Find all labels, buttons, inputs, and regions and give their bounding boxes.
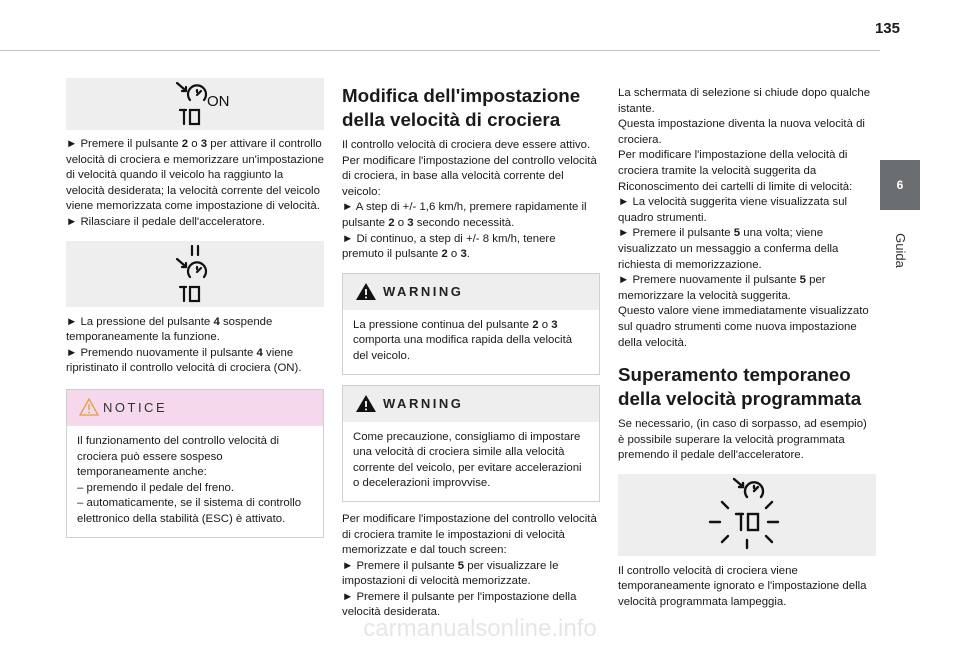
- step-show-memorized: ► Premere il pulsante 5 per visualizzare le impostazioni di velocità memorizzate.: [342, 559, 559, 588]
- notice-line: Il funzionamento del controllo velocità di crociera può essere sospeso temporaneamente anche:: [77, 434, 279, 479]
- warning-header: [343, 274, 599, 310]
- speedometer-icon: [66, 78, 324, 130]
- chapter-label: Guida: [892, 232, 908, 268]
- notice-title: NOTICE: [103, 399, 168, 415]
- text-value-displayed: Questo valore viene immediatamente visualizzato sul quadro strumenti come nuova impostazione della velocità.: [618, 305, 869, 349]
- step-suggested-displayed: ► La velocità suggerita viene visualizzata sul quadro strumenti.: [618, 196, 848, 224]
- section-heading-override: Superamento temporaneo della velocità programmata: [618, 364, 862, 410]
- outro-text: Per modificare l'impostazione del controllo velocità di crociera tramite le impostazioni di velocità memorizzate e dal touch screen:: [342, 512, 597, 557]
- column-3: [618, 86, 876, 611]
- instruction-resume: ► Premendo nuovamente il pulsante 4 viene ripristinato il controllo velocità di crociera (ON).: [66, 346, 302, 375]
- step-long-press: ► Di continuo, a step di +/- 8 km/h, tenere premuto il pulsante 2 o 3.: [342, 232, 556, 261]
- cruise-override-illustration: [618, 474, 876, 556]
- step-press-again: ► Premere nuovamente il pulsante 5 per memorizzare la velocità suggerita.: [618, 274, 826, 302]
- warning-triangle-icon: [355, 282, 377, 301]
- header-rule: [0, 50, 880, 51]
- cruise-on-illustration: [66, 78, 324, 130]
- svg-text:ON: ON: [207, 93, 230, 110]
- pause-speedometer-icon: [66, 241, 324, 307]
- step-select-speed: ► Premere il pulsante per l'impostazione della velocità desiderata.: [342, 590, 577, 619]
- intro-text: Il controllo velocità di crociera deve essere attivo.: [342, 139, 591, 151]
- notice-line: – automaticamente, se il sistema di controllo elettronico della stabilità (ESC) è attivato.: [77, 497, 302, 525]
- cruise-paused-illustration: [66, 241, 324, 307]
- caution-triangle-icon: [79, 398, 99, 416]
- chapter-tab[interactable]: 6: [880, 160, 920, 210]
- warning-triangle-icon: [355, 394, 377, 413]
- flashing-speedometer-icon: [618, 474, 876, 556]
- step-press-once: ► Premere il pulsante 5 una volta; viene visualizzato un messaggio a conferma della richiesta di memorizzazione.: [618, 227, 839, 271]
- text-override: Se necessario, (in caso di sorpasso, ad esempio) è possibile superare la velocità programmata premendo il pedale dell'acceleratore.: [618, 418, 867, 462]
- column-2: [342, 84, 600, 621]
- warning-box-2: [342, 385, 600, 502]
- text-suggested-speed-intro: Per modificare l'impostazione della velocità di crociera tramite la velocità suggerita da Riconoscimento dei cartelli di limite di velocità:: [618, 149, 853, 193]
- warning-text: La pressione continua del pulsante 2 o 3 comporta una modifica rapida della velocità del veicolo.: [353, 318, 573, 362]
- page-number: 135: [874, 20, 900, 37]
- notice-box: [66, 389, 324, 538]
- warning-box-1: [342, 273, 600, 375]
- notice-line: – premendo il pedale del freno.: [77, 481, 235, 494]
- watermark: carmanualsonline.info: [363, 615, 597, 642]
- text-new-cruise-speed: Questa impostazione diventa la nuova velocità di crociera.: [618, 118, 865, 146]
- column-1: [66, 78, 324, 538]
- text-selection-closes: La schermata di selezione si chiude dopo qualche istante.: [618, 87, 871, 115]
- text-speed-flashes: Il controllo velocità di crociera viene temporaneamente ignorato e l'impostazione della velocità programmata lampeggia.: [618, 564, 867, 609]
- warning-title: WARNING: [383, 395, 464, 411]
- section-heading: Modifica dell'impostazione della velocità di crociera: [342, 85, 581, 130]
- warning-title: WARNING: [383, 283, 464, 299]
- step-short-press: ► A step di +/- 1,6 km/h, premere rapidamente il pulsante 2 o 3 secondo necessità.: [342, 201, 587, 229]
- warning-text: Come precauzione, consigliamo di impostare una velocità di crociera simile alla velocità corrente del veicolo, per evitare accelerazioni o decelerazioni improvvise.: [353, 430, 582, 490]
- intro-text-2: Per modificare l'impostazione del controllo velocità di crociera, in base alla velocità corrente del veicolo:: [342, 154, 597, 198]
- warning-header: [343, 386, 599, 422]
- instruction-suspend: ► La pressione del pulsante 4 sospende temporaneamente la funzione.: [66, 315, 273, 344]
- instruction-press-button: ► Premere il pulsante 2 o 3 per attivare il controllo velocità di crociera e memorizzare un'impostazione di velocità quando il veicolo ha raggiunto la velocità desiderata; la velocità corrente del veicolo viene memorizzata come impostazione di velocità.: [66, 138, 324, 213]
- instruction-release-pedal: ► Rilasciare il pedale dell'acceleratore.: [66, 215, 265, 228]
- notice-header: [67, 390, 323, 426]
